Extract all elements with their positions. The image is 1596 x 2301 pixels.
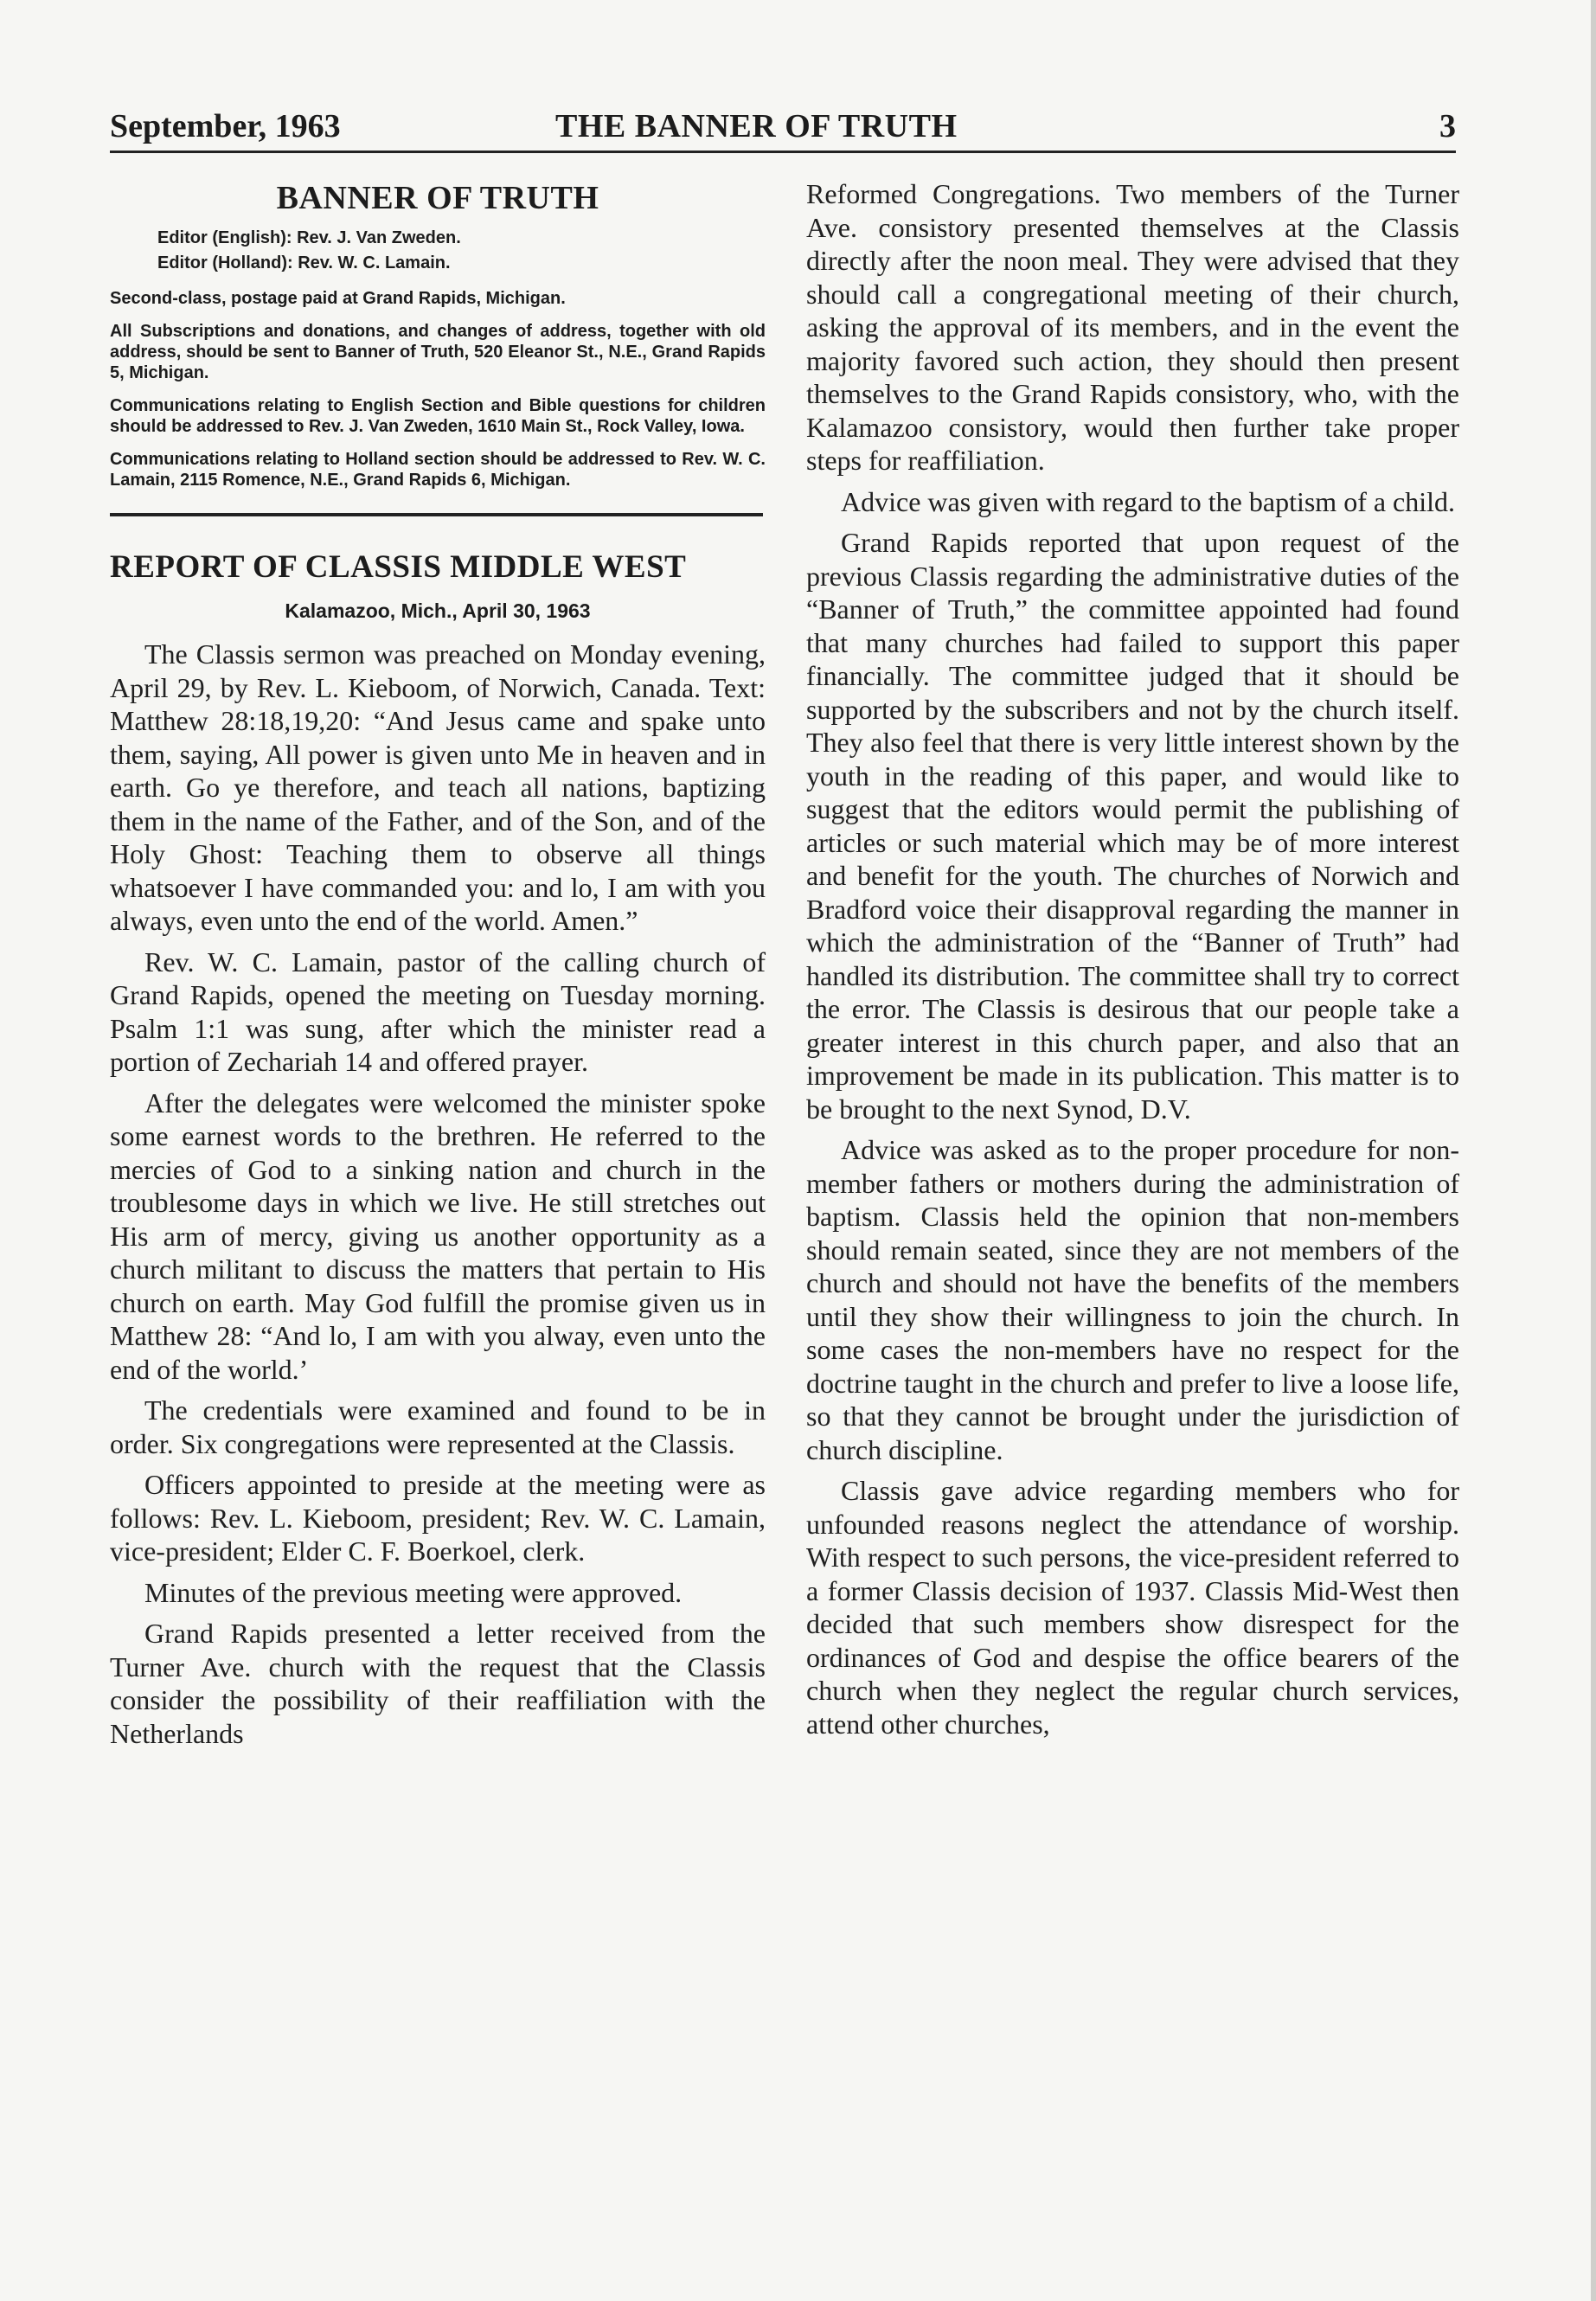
article-paragraph: The credentials were examined and found to be in order. Six congregations were represented at the Classis. [110,1394,766,1459]
article-paragraph: The Classis sermon was preached on Monday evening, April 29, by Rev. L. Kieboom, of Norwich, Canada. Text: Matthew 28:18,19,20: “And Jesus came and spake unto them, saying, All power is given unto Me in heaven and in earth. Go ye therefore, and teach all nations, baptizing them in the name of the Father, and of the Son, and of the Holy Ghost: Teaching them to observe all things whatsoever I have commanded you: and lo, I am with you always, even unto the end of the world. Amen.” [110,638,766,936]
editor-holland: Editor (Holland): Rev. W. C. Lamain. [157,253,451,272]
publication-title: THE BANNER OF TRUTH [555,108,958,144]
article-paragraph: After the delegates were welcomed the minister spoke some earnest words to the brethren. He referred to the mercies of God to a sinking nation and church in the troublesome days in which we live. He still stretches out His arm of mercy, giving us another opportunity as a church militant to discuss the matters that pertain to His church on earth. May God fulfill the promise given us in Matthew 28: “And lo, I am with you alway, even unto the end of the world.’ [110,1086,766,1385]
masthead-title: BANNER OF TRUTH [276,180,599,216]
holland-communications-notice: Communications relating to Holland section should be addressed to Rev. W. C. Lamain, 2115 Romence, N.E., Grand Rapids 6, Michigan. [110,450,766,490]
issue-date: September, 1963 [110,108,341,144]
english-communications-notice: Communications relating to English Section and Bible questions for children should be addressed to Rev. J. Van Zweden, 1610 Main St., Rock Valley, Iowa. [110,396,766,436]
postage-notice: Second-class, postage paid at Grand Rapids, Michigan. [110,289,566,308]
article-paragraph: Officers appointed to preside at the meeting were as follows: Rev. L. Kieboom, president; Rev. W. C. Lamain, vice-president; Elder C. F. Boerkoel, clerk. [110,1469,766,1567]
article-paragraph-continued: Reformed Congregations. Two members of the Turner Ave. consistory presented themselves at the Classis directly after the noon meal. They were advised that they should call a congregational meeting of their church, asking the approval of its members, and in the event the majority favored such action, they should then present themselves to the Grand Rapids consistory, who, with the Kalamazoo consistory, would then further take proper steps for reaffiliation. [806,178,1459,476]
article-dateline: Kalamazoo, Mich., April 30, 1963 [285,599,591,622]
article-paragraph: Advice was asked as to the proper procedure for non-member fathers or mothers during the administration of baptism. Classis held the opinion that non-members should remain seated, since they are not members of the church and should not have the benefits of the members until they show their willingness to join the church. In some cases the non-members have no respect for the doctrine taught in the church and prefer to live a loose life, so that they cannot be brought under the jurisdiction of church discipline. [806,1134,1459,1465]
page-number: 3 [1439,108,1456,144]
article-paragraph: Advice was given with regard to the baptism of a child. [841,485,1456,517]
editor-english: Editor (English): Rev. J. Van Zweden. [157,228,461,247]
article-paragraph: Classis gave advice regarding members who for unfounded reasons neglect the attendance of worship. With respect to such persons, the vice-president referred to a former Classis decision of 1937. Classis Mid-West then decided that such members show disrespect for the ordinances of God and despise the office bearers of the church when they neglect the regular church services, attend other churches, [806,1475,1459,1740]
page-edge-shadow [1591,0,1596,2301]
article-paragraph: Grand Rapids reported that upon request of the previous Classis regarding the administrative duties of the “Banner of Truth,” the committee appointed had found that many churches had failed to support this paper financially. The committee judged that it should be supported by the subscribers and not by the church itself. They also feel that there is very little interest shown by the youth in the reading of this paper, and would like to suggest that the editors would permit the publishing of articles or such material which may be of more interest and benefit for the youth. The churches of Norwich and Bradford voice their disapproval regarding the manner in which the administration of the “Banner of Truth” had handled its distribution. The committee shall try to correct the error. The Classis is desirous that our people take a greater interest in this church paper, and also that an improvement be made in its publication. This matter is to be brought to the next Synod, D.V. [806,527,1459,1125]
masthead [110,177,766,490]
left-column [110,177,766,1758]
article-paragraph: Minutes of the previous meeting were approved. [144,1576,683,1608]
subscriptions-notice: All Subscriptions and donations, and changes of address, together with old address, should be sent to Banner of Truth, 520 Eleanor St., N.E., Grand Rapids 5, Michigan. [110,322,766,382]
article-body-right [806,177,1459,1740]
article-paragraph: Rev. W. C. Lamain, pastor of the calling church of Grand Rapids, opened the meeting on Tuesday morning. Psalm 1:1 was sung, after which the minister read a portion of Zechariah 14 and offered prayer. [110,945,766,1077]
article-body-left [110,638,766,1750]
article-title: REPORT OF CLASSIS MIDDLE WEST [110,549,687,585]
right-column [806,177,1459,1748]
section-divider [110,513,763,516]
article-paragraph: Grand Rapids presented a letter received from the Turner Ave. church with the request that the Classis consider the possibility of their reaffiliation with the Netherlands [110,1618,766,1749]
page-header [110,106,1456,153]
